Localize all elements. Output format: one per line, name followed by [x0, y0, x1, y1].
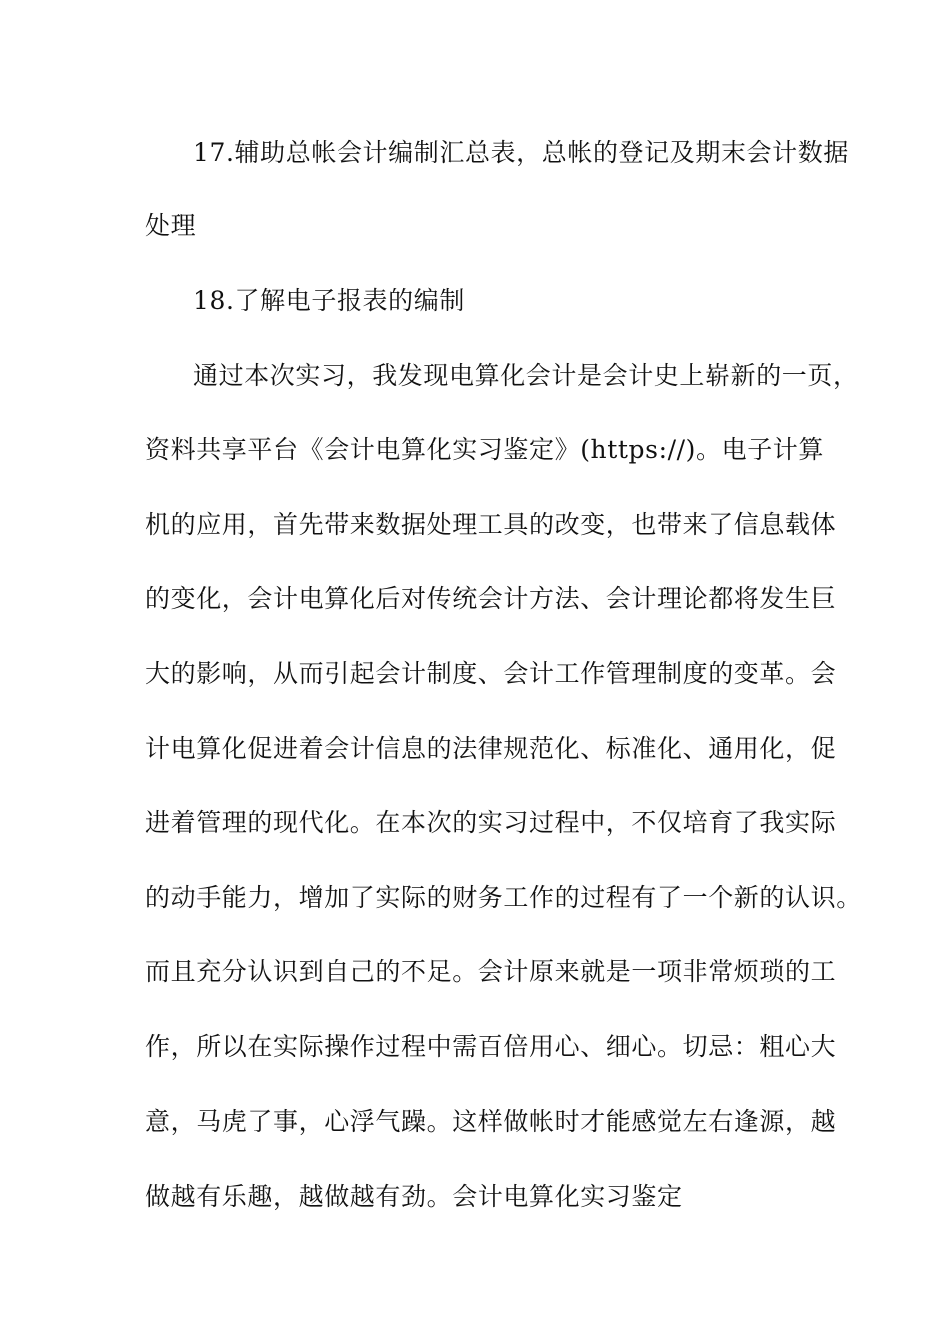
text-line: 大的影响，从而引起会计制度、会计工作管理制度的变革。会	[145, 659, 837, 688]
text-line: 的动手能力，增加了实际的财务工作的过程有了一个新的认识。	[145, 883, 862, 912]
text-line: 进着管理的现代化。在本次的实习过程中，不仅培育了我实际	[145, 808, 837, 837]
text-line: 意，马虎了事，心浮气躁。这样做帐时才能感觉左右逢源，越	[145, 1107, 837, 1136]
text-line: 资料共享平台《会计电算化实习鉴定》(https://)。电子计算	[145, 435, 825, 464]
text-line: 而且充分认识到自己的不足。会计原来就是一项非常烦琐的工	[145, 957, 837, 986]
text-line: 的变化，会计电算化后对传统会计方法、会计理论都将发生巨	[145, 584, 837, 613]
text-line-paragraph-end: 做越有乐趣，越做越有劲。会计电算化实习鉴定	[145, 1182, 683, 1211]
text-line: 作，所以在实际操作过程中需百倍用心、细心。切忌：粗心大	[145, 1032, 837, 1061]
text-line: 机的应用，首先带来数据处理工具的改变，也带来了信息载体	[145, 510, 837, 539]
document-page	[145, 0, 862, 1344]
text-line-item-18: 18.了解电子报表的编制	[193, 286, 465, 315]
text-line-item-17: 17.辅助总帐会计编制汇总表，总帐的登记及期末会计数据	[193, 138, 849, 167]
text-line: 计电算化促进着会计信息的法律规范化、标准化、通用化，促	[145, 734, 837, 763]
text-line-paragraph-start: 通过本次实习，我发现电算化会计是会计史上崭新的一页，	[193, 361, 859, 390]
text-line-item-17-continued: 处理	[145, 211, 197, 240]
